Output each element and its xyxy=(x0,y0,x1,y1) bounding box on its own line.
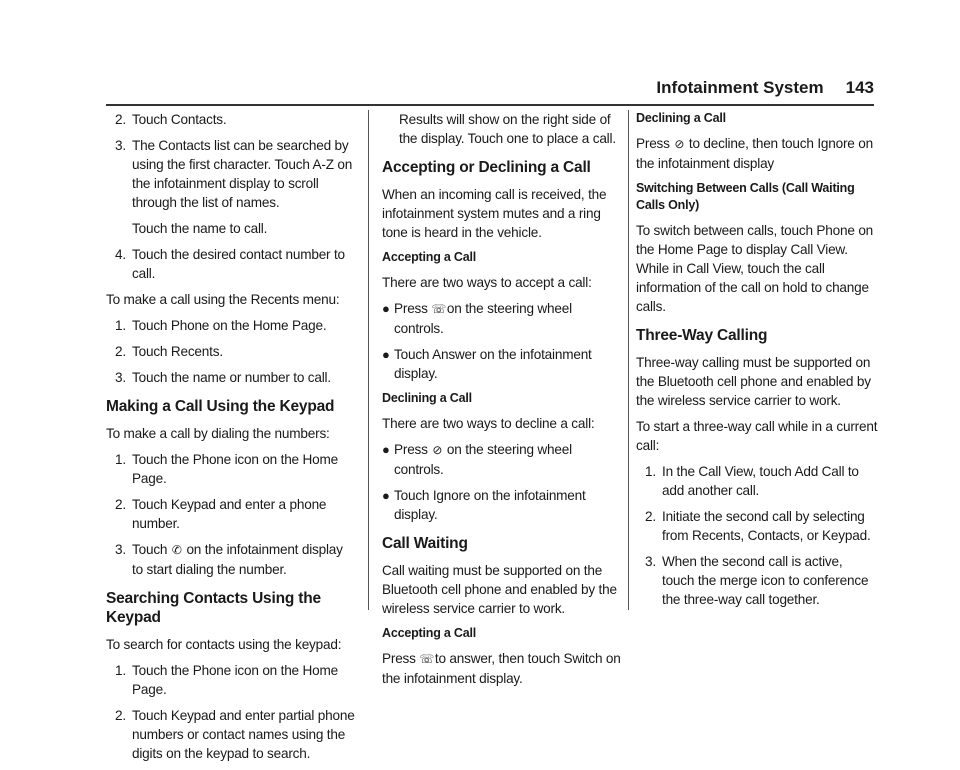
bullet-icon: ● xyxy=(382,347,390,362)
section-title: Infotainment System xyxy=(656,78,824,97)
section-heading: Three-Way Calling xyxy=(636,327,768,344)
paragraph: To start a three-way call while in a current call: xyxy=(636,419,878,453)
steering-wheel-answer-icon: ☏ xyxy=(431,302,447,316)
bullet-icon: ● xyxy=(382,301,390,316)
section-heading: Making a Call Using the Keypad xyxy=(106,398,335,415)
list-item: 2. Touch Keypad and enter a phone number. xyxy=(115,497,327,531)
list-item: 1. Touch the Phone icon on the Home Page. xyxy=(115,663,338,697)
column-divider xyxy=(628,110,629,610)
paragraph: Press ☏ to answer, then touch Switch on the infotainment display. xyxy=(382,651,621,686)
paragraph: To make a call using the Recents menu: xyxy=(106,292,340,307)
list-item: 3. Touch the name or number to call. xyxy=(115,370,331,385)
bullet-item: ● Press ⊘ on the steering wheel controls. xyxy=(382,442,572,477)
paragraph: There are two ways to decline a call: xyxy=(382,416,595,431)
list-item: 1. Touch Phone on the Home Page. xyxy=(115,318,327,333)
paragraph: Call waiting must be supported on the Bluetooth cell phone and enabled by the wireless service carrier to work. xyxy=(382,563,617,616)
paragraph: Three-way calling must be supported on the Bluetooth cell phone and enabled by the wireless service carrier to work. xyxy=(636,355,871,408)
bullet-icon: ● xyxy=(382,442,390,457)
list-item: 2. Touch Contacts. xyxy=(115,112,227,127)
bullet-item: ● Touch Answer on the infotainment display. xyxy=(382,347,592,381)
column-1 xyxy=(106,110,356,770)
steering-wheel-decline-icon: ⊘ xyxy=(432,443,443,457)
paragraph: To search for contacts using the keypad: xyxy=(106,637,342,652)
list-item: 3. Touch ✆ on the infotainment display to start dialing the number. xyxy=(115,542,343,577)
list-item: 3. The Contacts list can be searched by using the first character. Touch A-Z on the infotainment display to scroll through the list of names. xyxy=(115,138,353,210)
list-item: 1. In the Call View, touch Add Call to add another call. xyxy=(645,464,859,498)
list-item: 1. Touch the Phone icon on the Home Page. xyxy=(115,452,338,486)
subheading: Declining a Call xyxy=(382,391,472,405)
list-item: 3. When the second call is active, touch the merge icon to conference the three-way call together. xyxy=(645,554,869,607)
subheading: Declining a Call xyxy=(636,111,726,125)
phone-icon: ✆ xyxy=(171,543,182,557)
bullet-item: ● Touch Ignore on the infotainment display. xyxy=(382,488,586,522)
subheading: Accepting a Call xyxy=(382,250,477,264)
header-rule xyxy=(106,104,874,106)
paragraph: To switch between calls, touch Phone on the Home Page to display Call View. While in Call View, touch the call information of the call on hold to change calls. xyxy=(636,223,874,314)
bullet-icon: ● xyxy=(382,488,390,503)
subheading: Accepting a Call xyxy=(382,626,477,640)
bullet-item: ● Press ☏ on the steering wheel controls. xyxy=(382,301,572,336)
page-header xyxy=(656,78,874,98)
list-item: 2. Touch Recents. xyxy=(115,344,223,359)
steering-wheel-answer-icon: ☏ xyxy=(419,652,435,666)
paragraph: To make a call by dialing the numbers: xyxy=(106,426,330,441)
sub-paragraph: Touch the name to call. xyxy=(132,221,268,236)
column-3 xyxy=(636,110,878,616)
subheading: Switching Between Calls (Call Waiting Calls Only) xyxy=(636,181,855,212)
section-heading: Accepting or Declining a Call xyxy=(382,159,591,176)
section-heading: Searching Contacts Using the Keypad xyxy=(106,590,321,626)
list-item: 4. Touch the desired contact number to call. xyxy=(115,247,345,281)
paragraph: Results will show on the right side of the display. Touch one to place a call. xyxy=(399,112,616,146)
page-number: 143 xyxy=(845,78,874,97)
paragraph: Press ⊘ to decline, then touch Ignore on the infotainment display xyxy=(636,136,873,171)
list-item: 2. Touch Keypad and enter partial phone numbers or contact names using the digits on the keypad to search. xyxy=(115,708,355,761)
section-heading: Call Waiting xyxy=(382,535,468,552)
paragraph: There are two ways to accept a call: xyxy=(382,275,592,290)
column-divider xyxy=(368,110,369,610)
column-2 xyxy=(382,110,622,695)
steering-wheel-decline-icon: ⊘ xyxy=(674,137,685,151)
list-item: 2. Initiate the second call by selecting from Recents, Contacts, or Keypad. xyxy=(645,509,871,543)
paragraph: When an incoming call is received, the infotainment system mutes and a ring tone is heard in the vehicle. xyxy=(382,187,607,240)
